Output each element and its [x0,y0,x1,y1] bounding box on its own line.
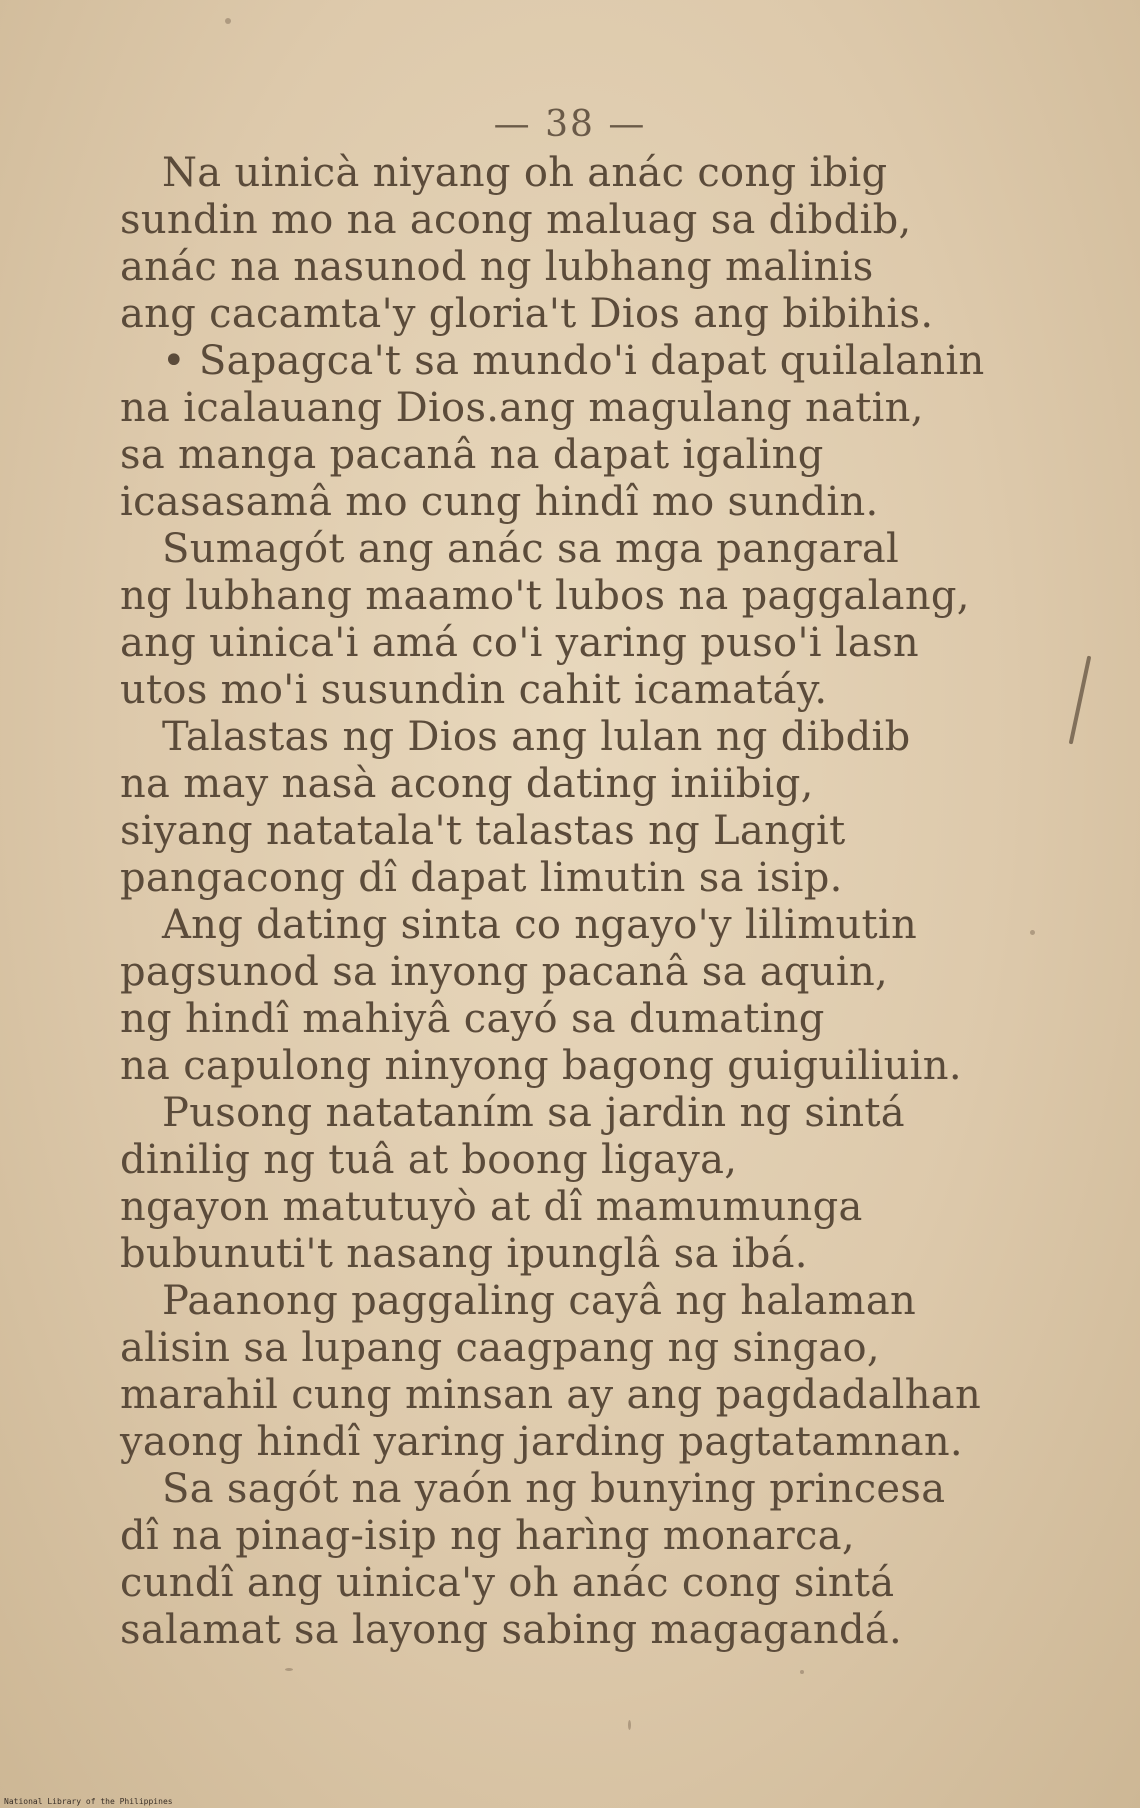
poem-line: bubunuti't nasang ipunglâ sa ibá. [120,1231,808,1277]
poem-line: na capulong ninyong bagong guiguiliuin. [120,1043,962,1089]
stanza [120,150,1020,338]
poem-line: Paanong paggaling cayâ ng halaman [162,1278,917,1324]
paper-speck [225,18,231,24]
page-number: — 38 — [493,104,647,145]
poem-line: marahil cung minsan ay ang pagdadalhan [120,1372,982,1418]
margin-pencil-mark [1069,656,1092,745]
stanza [120,526,1020,714]
poem-line: pangacong dî dapat limutin sa isip. [120,855,843,901]
poem-line: sundin mo na acong maluag sa dibdib, [120,197,912,243]
poem-line: dî na pinag-isip ng harìng monarca, [120,1513,855,1559]
paper-speck [800,1670,804,1674]
poem-line: Sumagót ang anác sa mga pangaral [162,526,900,572]
poem-line: salamat sa layong sabing magagandá. [120,1607,903,1653]
paper-speck [1030,930,1035,935]
paper-speck [285,1668,293,1671]
stanza [120,1090,1020,1278]
poem-line: icasasamâ mo cung hindî mo sundin. [120,479,879,525]
poem-line: Pusong natataním sa jardin ng sintá [162,1090,905,1136]
stanza [120,338,1020,526]
stanza [120,714,1020,902]
stanza [120,1466,1020,1654]
poem-line: ang cacamta'y gloria't Dios ang bibihis. [120,291,934,337]
poem-line: dinilig ng tuâ at boong ligaya, [120,1137,738,1183]
poem-line: Talastas ng Dios ang lulan ng dibdib [162,714,911,760]
poem-line: pagsunod sa inyong pacanâ sa aquin, [120,949,889,995]
poem-text [120,150,1020,1654]
poem-line: yaong hindî yaring jarding pagtatamnan. [120,1419,963,1465]
poem-line: ngayon matutuyò at dî mamumunga [120,1184,863,1230]
poem-line: cundî ang uinica'y oh anác cong sintá [120,1560,895,1606]
poem-line: ng hindî mahiyâ cayó sa dumating [120,996,825,1042]
poem-line: Ang dating sinta co ngayo'y lilimutin [162,902,918,948]
poem-line: Sa sagót na yaón ng bunying princesa [162,1466,946,1512]
stanza [120,902,1020,1090]
stanza [120,1278,1020,1466]
poem-line: utos mo'i susundin cahit icamatáy. [120,667,828,713]
poem-line: Na uinicà niyang oh anác cong ibig [162,150,888,196]
poem-line: siyang natatala't talastas ng Langit [120,808,846,854]
poem-line: na may nasà acong dating iniibig, [120,761,814,807]
poem-line: alisin sa lupang caagpang ng singao, [120,1325,880,1371]
poem-line: ang uinica'i amá co'i yaring puso'i lasn [120,620,919,666]
poem-line: anác na nasunod ng lubhang malinis [120,244,874,290]
poem-line: • Sapagca't sa mundo'i dapat quilalanin [162,338,985,384]
poem-line: sa manga pacanâ na dapat igaling [120,432,824,478]
footer-credit: National Library of the Philippines [4,1797,173,1806]
paper-speck [628,1720,631,1730]
poem-line: ng lubhang maamo't lubos na paggalang, [120,573,970,619]
poem-line: na icalauang Dios.ang magulang natin, [120,385,924,431]
